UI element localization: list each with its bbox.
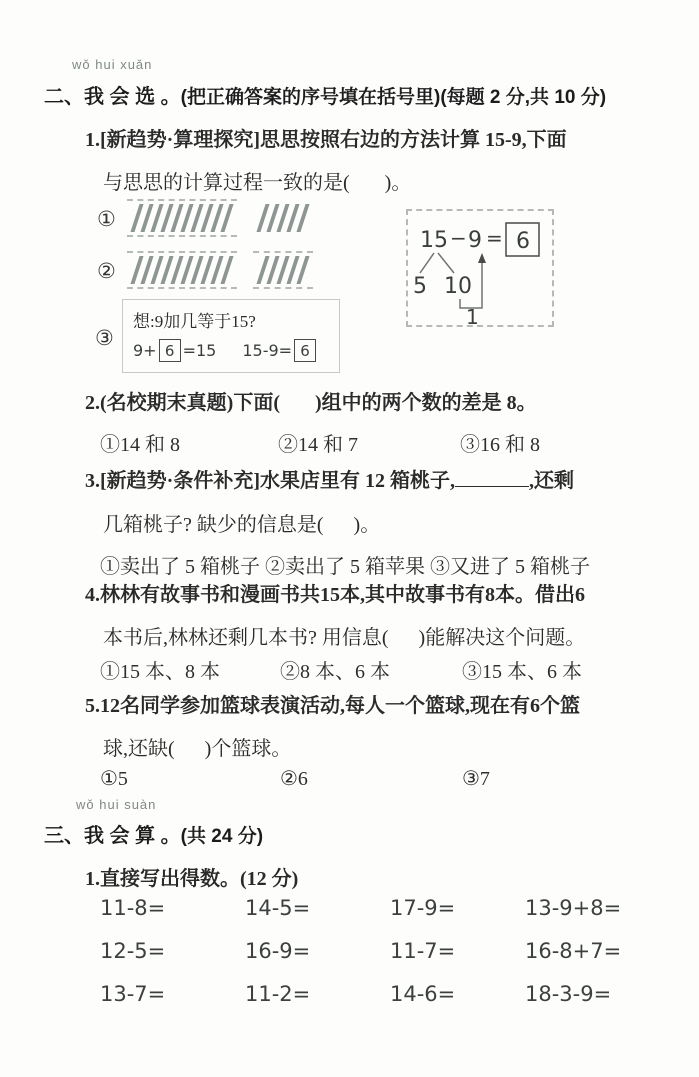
diagram-right-part: 10 — [444, 274, 472, 299]
stick-icon — [296, 256, 309, 284]
think-eq1-answer-box: 6 — [159, 339, 181, 362]
option-1-marker: ① — [97, 207, 116, 231]
diagram-step-result: 1 — [466, 305, 479, 325]
pinyin-label-choose: wǒ hui xuǎn — [72, 57, 153, 72]
think-box — [122, 299, 340, 373]
diagram-minuend: 15 — [420, 228, 448, 253]
section-choose-title: 二、我 会 选 。 — [44, 86, 181, 108]
equation: 17-9= — [390, 896, 456, 920]
tally-sticks-option-2 — [127, 251, 313, 289]
question-5-line-1: 5.12名同学参加篮球表演活动,每人一个篮球,现在有6个篮 — [85, 695, 580, 717]
section-calc-subtitle: (共 24 分) — [180, 826, 264, 847]
equation: 11-8= — [100, 896, 166, 920]
fill-in-blank-line — [455, 467, 529, 487]
question-4-options — [100, 655, 582, 684]
stick-group — [253, 201, 313, 235]
q2-option-2: ②14 和 7 — [278, 434, 358, 456]
stick-group — [127, 199, 237, 237]
question-3-line-1 — [85, 464, 574, 493]
equation: 14-6= — [390, 982, 456, 1006]
pinyin-label-calc: wǒ hui suàn — [76, 797, 157, 812]
section-choose-subtitle: (把正确答案的序号填在括号里)(每题 2 分,共 10 分) — [180, 87, 607, 108]
think-eq1-prefix: 9+ — [133, 341, 157, 360]
question-2-text: 2.(名校期末真题)下面( )组中的两个数的差是 8。 — [85, 392, 537, 414]
equation: 11-2= — [245, 982, 311, 1006]
equations-grid — [100, 896, 621, 1025]
option-3-marker: ③ — [95, 326, 114, 350]
equation: 14-5= — [245, 896, 311, 920]
number-split-diagram-svg — [408, 211, 552, 325]
question-5-line-2: 球,还缺( )个篮球。 — [103, 738, 292, 760]
calc-sub1-title: 1.直接写出得数。(12 分) — [85, 868, 299, 890]
q5-option-1: ①5 — [100, 768, 128, 790]
diagram-minus-sign: − — [450, 226, 467, 250]
diagram-left-part: 5 — [413, 274, 427, 299]
think-box-line-2 — [133, 339, 329, 362]
section-calc-heading — [44, 819, 263, 848]
q2-option-3: ③16 和 8 — [460, 434, 540, 456]
q5-option-3: ③7 — [462, 768, 490, 790]
diagram-equals-sign: = — [486, 226, 503, 250]
question-1-line-2: 与思思的计算过程一致的是( )。 — [103, 172, 412, 194]
q4-option-3: ③15 本、6 本 — [462, 661, 582, 683]
question-3-options: ①卖出了 5 箱桃子 ②卖出了 5 箱苹果 ③又进了 5 箱桃子 — [100, 556, 590, 578]
split-line-left — [420, 253, 434, 273]
diagram-answer: 6 — [516, 229, 530, 254]
stick-group — [127, 251, 237, 289]
stick-group — [253, 251, 313, 289]
equation: 13-7= — [100, 982, 166, 1006]
equation: 16-8+7= — [525, 939, 622, 963]
equation: 16-9= — [245, 939, 311, 963]
q4-option-2: ②8 本、6 本 — [280, 661, 390, 683]
q4-option-1: ①15 本、8 本 — [100, 661, 220, 683]
number-split-diagram — [406, 209, 554, 327]
think-eq1-suffix: =15 — [182, 341, 217, 360]
q3-line1-post: ,还剩 — [529, 470, 574, 492]
question-1-line-1: 1.[新趋势·算理探究]思思按照右边的方法计算 15-9,下面 — [85, 129, 567, 151]
question-5-options — [100, 766, 490, 791]
option-2-marker: ② — [97, 259, 116, 283]
arrow-up-icon — [478, 253, 486, 263]
question-4-line-1: 4.林林有故事书和漫画书共15本,其中故事书有8本。借出6 — [85, 584, 585, 606]
diagram-subtrahend: 9 — [468, 228, 482, 253]
equation: 13-9+8= — [525, 896, 622, 920]
equation: 11-7= — [390, 939, 456, 963]
question-4-line-2: 本书后,林林还剩几本书? 用信息( )能解决这个问题。 — [103, 627, 586, 649]
think-box-line-1: 想:9加几等于15? — [133, 312, 256, 331]
equation: 12-5= — [100, 939, 166, 963]
tally-sticks-option-1 — [127, 199, 313, 237]
q3-line1-pre: 3.[新趋势·条件补充]水果店里有 12 箱桃子, — [85, 470, 455, 492]
stick-icon — [296, 204, 309, 232]
split-line-right — [438, 253, 454, 273]
section-calc-title: 三、我 会 算 。 — [44, 825, 181, 847]
stick-icon — [220, 204, 233, 232]
stick-icon — [220, 256, 233, 284]
q5-option-2: ②6 — [280, 768, 308, 790]
think-eq2-answer-box: 6 — [294, 339, 316, 362]
equation: 18-3-9= — [525, 982, 612, 1006]
question-2-options — [100, 428, 540, 457]
q2-option-1: ①14 和 8 — [100, 434, 180, 456]
think-eq2-prefix: 15-9= — [242, 341, 293, 360]
question-3-line-2: 几箱桃子? 缺少的信息是( )。 — [103, 514, 381, 536]
section-choose-heading — [44, 80, 606, 109]
